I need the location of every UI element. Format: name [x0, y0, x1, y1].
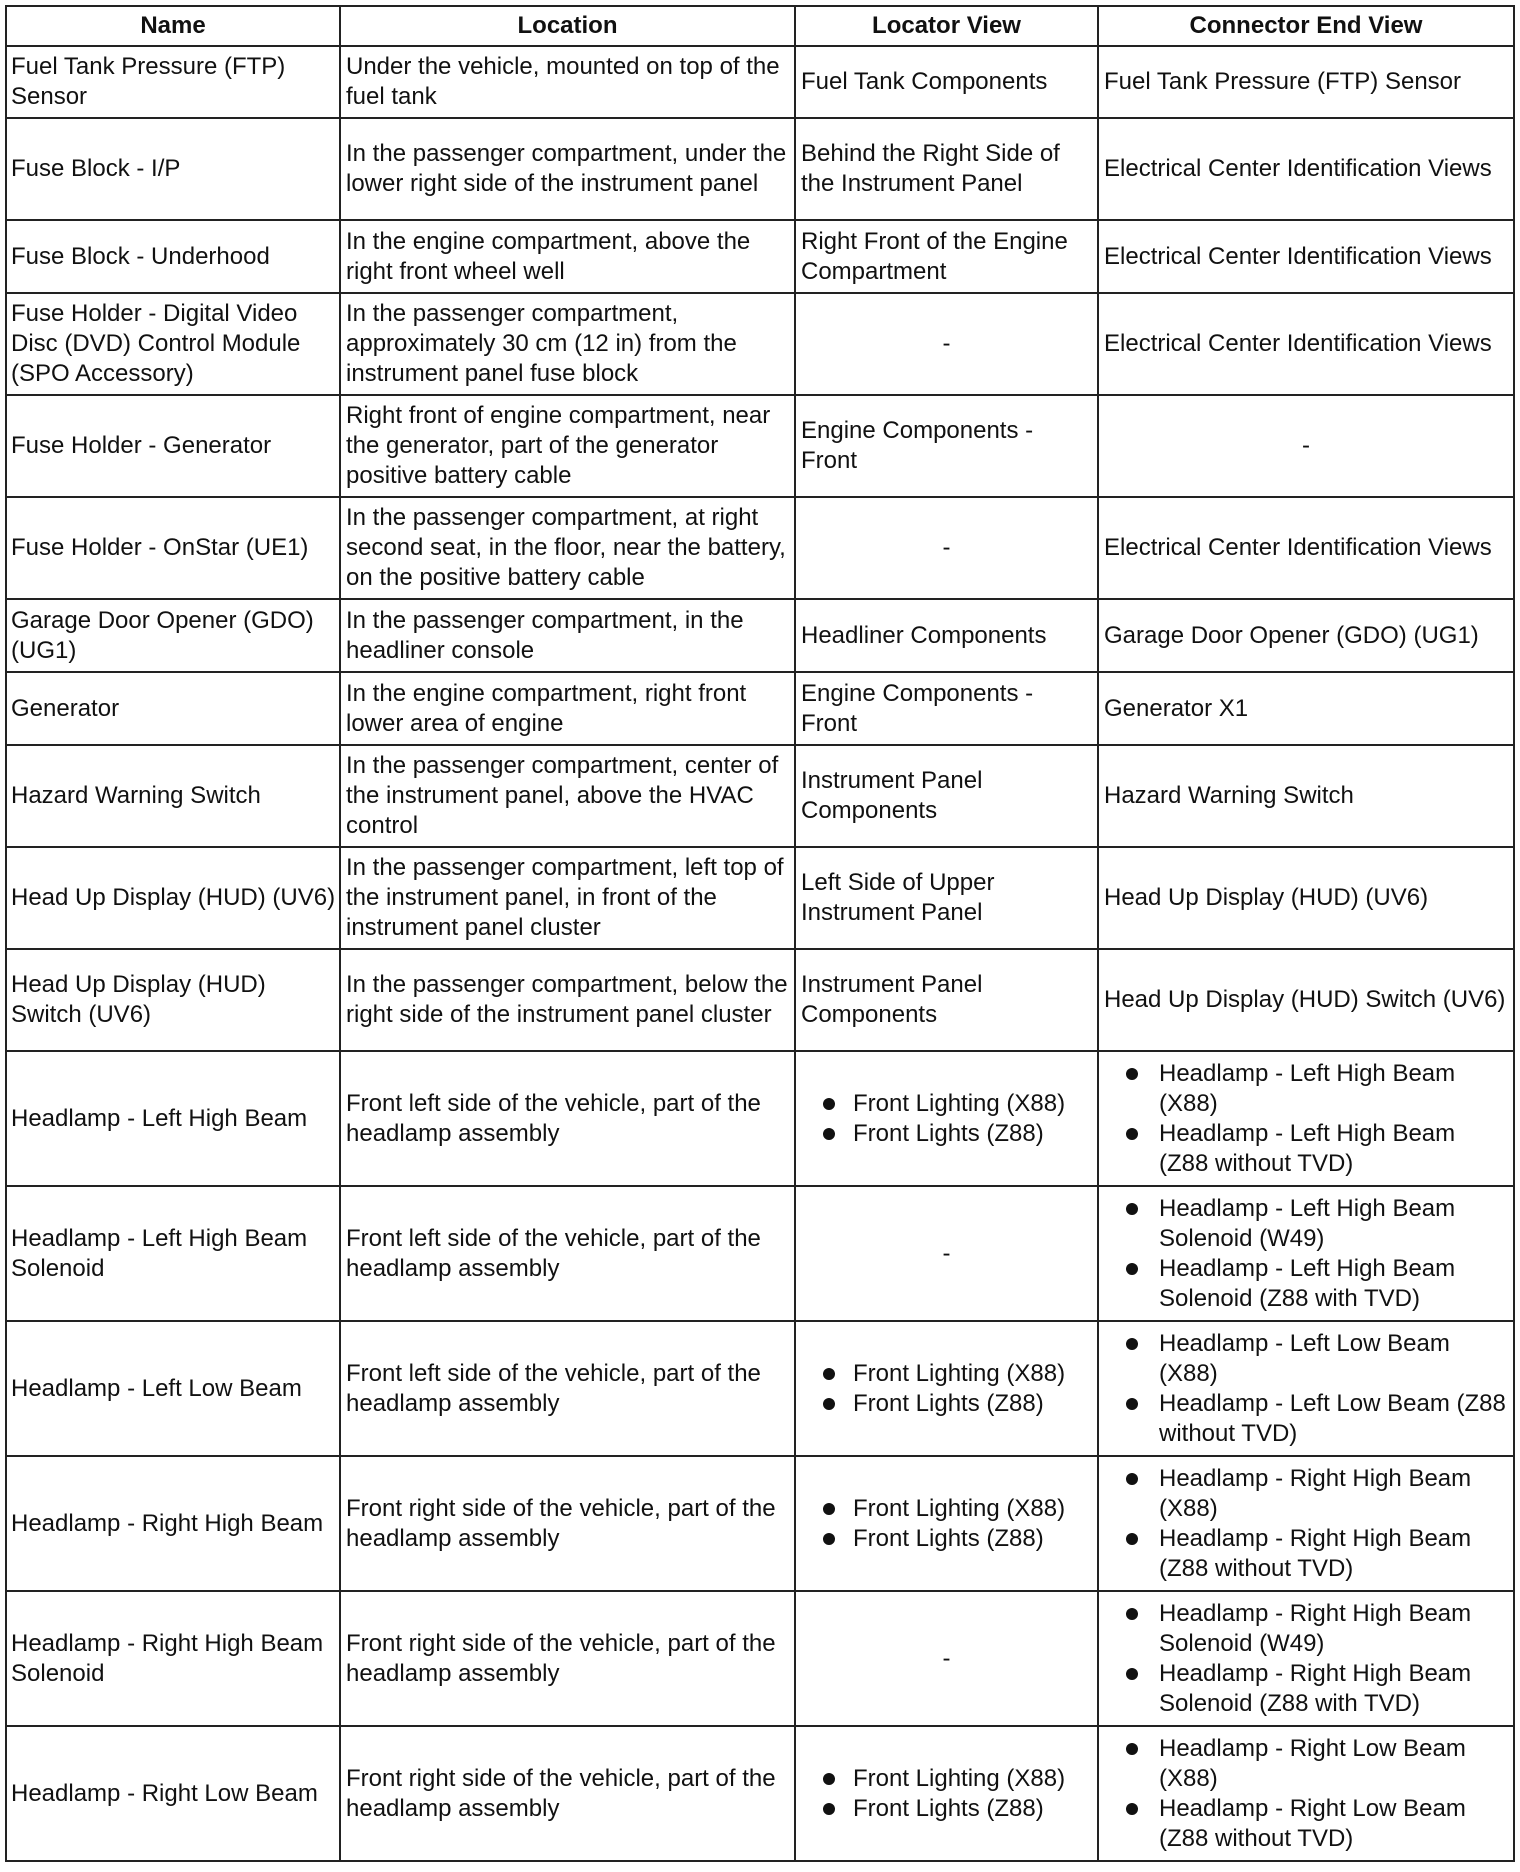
table-row	[6, 1321, 1514, 1456]
cell-locator-view: Behind the Right Side of the Instrument Panel	[795, 118, 1098, 220]
cell-name: Generator	[6, 672, 340, 745]
header-name: Name	[6, 6, 340, 46]
cell-location: In the passenger compartment, left top of the instrument panel, in front of the instrument panel cluster	[340, 847, 795, 949]
cell-location: In the passenger compartment, under the lower right side of the instrument panel	[340, 118, 795, 220]
bullet-item: Headlamp - Left High Beam Solenoid (W49)	[1104, 1194, 1508, 1254]
bullet-item: Headlamp - Right High Beam (X88)	[1104, 1464, 1508, 1524]
cell-name: Fuse Holder - Generator	[6, 395, 340, 497]
bullet-list	[1104, 1599, 1508, 1719]
cell-locator-view: -	[795, 293, 1098, 395]
cell-locator-view: Engine Components - Front	[795, 395, 1098, 497]
table-row	[6, 497, 1514, 599]
bullet-item: Headlamp - Left High Beam (Z88 without TVD)	[1104, 1119, 1508, 1179]
bullet-item: Headlamp - Right Low Beam (Z88 without TVD)	[1104, 1794, 1508, 1854]
cell-locator-view	[795, 1051, 1098, 1186]
table-row	[6, 1051, 1514, 1186]
table-row	[6, 599, 1514, 672]
cell-connector-end-view	[1098, 1456, 1514, 1591]
bullet-item: Front Lighting (X88)	[801, 1359, 1092, 1389]
cell-location: In the passenger compartment, below the right side of the instrument panel cluster	[340, 949, 795, 1051]
cell-location: Front left side of the vehicle, part of the headlamp assembly	[340, 1186, 795, 1321]
cell-name: Headlamp - Right High Beam	[6, 1456, 340, 1591]
cell-location: Front right side of the vehicle, part of the headlamp assembly	[340, 1591, 795, 1726]
cell-connector-end-view: Electrical Center Identification Views	[1098, 118, 1514, 220]
cell-locator-view: -	[795, 1186, 1098, 1321]
table-row	[6, 672, 1514, 745]
cell-location: Front right side of the vehicle, part of the headlamp assembly	[340, 1726, 795, 1861]
bullet-item: Headlamp - Left Low Beam (X88)	[1104, 1329, 1508, 1389]
cell-name: Hazard Warning Switch	[6, 745, 340, 847]
bullet-item: Front Lighting (X88)	[801, 1494, 1092, 1524]
bullet-list	[801, 1764, 1092, 1824]
cell-locator-view: -	[795, 1591, 1098, 1726]
table-row	[6, 949, 1514, 1051]
cell-locator-view: Engine Components - Front	[795, 672, 1098, 745]
bullet-list	[801, 1359, 1092, 1419]
cell-name: Garage Door Opener (GDO) (UG1)	[6, 599, 340, 672]
cell-location: In the engine compartment, right front lower area of engine	[340, 672, 795, 745]
cell-name: Headlamp - Left Low Beam	[6, 1321, 340, 1456]
cell-locator-view: Instrument Panel Components	[795, 745, 1098, 847]
cell-name: Fuse Holder - OnStar (UE1)	[6, 497, 340, 599]
bullet-item: Front Lights (Z88)	[801, 1389, 1092, 1419]
table-body	[6, 46, 1514, 1861]
cell-location: In the passenger compartment, center of the instrument panel, above the HVAC control	[340, 745, 795, 847]
cell-locator-view: Fuel Tank Components	[795, 46, 1098, 118]
bullet-list	[1104, 1734, 1508, 1854]
table-row	[6, 1186, 1514, 1321]
bullet-list	[1104, 1464, 1508, 1584]
cell-connector-end-view: Generator X1	[1098, 672, 1514, 745]
cell-name: Head Up Display (HUD) Switch (UV6)	[6, 949, 340, 1051]
table-row	[6, 395, 1514, 497]
cell-name: Head Up Display (HUD) (UV6)	[6, 847, 340, 949]
bullet-item: Headlamp - Right Low Beam (X88)	[1104, 1734, 1508, 1794]
bullet-list	[801, 1494, 1092, 1554]
bullet-item: Front Lights (Z88)	[801, 1119, 1092, 1149]
cell-location: In the passenger compartment, approximately 30 cm (12 in) from the instrument panel fuse block	[340, 293, 795, 395]
table-row	[6, 220, 1514, 293]
header-row	[6, 6, 1514, 46]
table-row	[6, 847, 1514, 949]
table-row	[6, 1591, 1514, 1726]
cell-connector-end-view: Electrical Center Identification Views	[1098, 497, 1514, 599]
bullet-list	[1104, 1059, 1508, 1179]
cell-connector-end-view: Garage Door Opener (GDO) (UG1)	[1098, 599, 1514, 672]
cell-name: Fuel Tank Pressure (FTP) Sensor	[6, 46, 340, 118]
cell-location: Front left side of the vehicle, part of the headlamp assembly	[340, 1051, 795, 1186]
bullet-list	[1104, 1194, 1508, 1314]
cell-connector-end-view	[1098, 1726, 1514, 1861]
cell-connector-end-view	[1098, 1591, 1514, 1726]
bullet-item: Headlamp - Left Low Beam (Z88 without TVD)	[1104, 1389, 1508, 1449]
cell-connector-end-view: -	[1098, 395, 1514, 497]
cell-name: Fuse Block - Underhood	[6, 220, 340, 293]
cell-location: Front right side of the vehicle, part of the headlamp assembly	[340, 1456, 795, 1591]
bullet-item: Headlamp - Left High Beam (X88)	[1104, 1059, 1508, 1119]
bullet-item: Headlamp - Left High Beam Solenoid (Z88 with TVD)	[1104, 1254, 1508, 1314]
table-row	[6, 745, 1514, 847]
bullet-item: Front Lighting (X88)	[801, 1764, 1092, 1794]
cell-name: Headlamp - Left High Beam	[6, 1051, 340, 1186]
cell-locator-view: Right Front of the Engine Compartment	[795, 220, 1098, 293]
cell-connector-end-view: Electrical Center Identification Views	[1098, 293, 1514, 395]
cell-name: Fuse Holder - Digital Video Disc (DVD) Control Module (SPO Accessory)	[6, 293, 340, 395]
cell-connector-end-view	[1098, 1051, 1514, 1186]
cell-location: In the passenger compartment, in the headliner console	[340, 599, 795, 672]
bullet-list	[801, 1089, 1092, 1149]
bullet-item: Headlamp - Right High Beam Solenoid (Z88 with TVD)	[1104, 1659, 1508, 1719]
cell-connector-end-view: Fuel Tank Pressure (FTP) Sensor	[1098, 46, 1514, 118]
table-row	[6, 1726, 1514, 1861]
cell-location: Front left side of the vehicle, part of the headlamp assembly	[340, 1321, 795, 1456]
cell-location: In the engine compartment, above the right front wheel well	[340, 220, 795, 293]
bullet-item: Headlamp - Right High Beam (Z88 without TVD)	[1104, 1524, 1508, 1584]
cell-location: In the passenger compartment, at right second seat, in the floor, near the battery, on the positive battery cable	[340, 497, 795, 599]
cell-name: Fuse Block - I/P	[6, 118, 340, 220]
cell-locator-view: Headliner Components	[795, 599, 1098, 672]
cell-locator-view	[795, 1456, 1098, 1591]
bullet-list	[1104, 1329, 1508, 1449]
header-locator-view: Locator View	[795, 6, 1098, 46]
table-row	[6, 293, 1514, 395]
bullet-item: Front Lights (Z88)	[801, 1794, 1092, 1824]
cell-locator-view: -	[795, 497, 1098, 599]
table-row	[6, 46, 1514, 118]
cell-connector-end-view: Head Up Display (HUD) (UV6)	[1098, 847, 1514, 949]
cell-connector-end-view: Head Up Display (HUD) Switch (UV6)	[1098, 949, 1514, 1051]
cell-locator-view: Left Side of Upper Instrument Panel	[795, 847, 1098, 949]
bullet-item: Headlamp - Right High Beam Solenoid (W49)	[1104, 1599, 1508, 1659]
bullet-item: Front Lights (Z88)	[801, 1524, 1092, 1554]
cell-locator-view	[795, 1726, 1098, 1861]
table-row	[6, 118, 1514, 220]
cell-name: Headlamp - Right Low Beam	[6, 1726, 340, 1861]
cell-locator-view: Instrument Panel Components	[795, 949, 1098, 1051]
cell-connector-end-view: Hazard Warning Switch	[1098, 745, 1514, 847]
header-location: Location	[340, 6, 795, 46]
cell-connector-end-view: Electrical Center Identification Views	[1098, 220, 1514, 293]
cell-connector-end-view	[1098, 1321, 1514, 1456]
header-connector-end-view: Connector End View	[1098, 6, 1514, 46]
component-locator-table	[5, 5, 1515, 1862]
bullet-item: Front Lighting (X88)	[801, 1089, 1092, 1119]
cell-locator-view	[795, 1321, 1098, 1456]
table-row	[6, 1456, 1514, 1591]
cell-location: Right front of engine compartment, near the generator, part of the generator positive battery cable	[340, 395, 795, 497]
cell-name: Headlamp - Left High Beam Solenoid	[6, 1186, 340, 1321]
cell-name: Headlamp - Right High Beam Solenoid	[6, 1591, 340, 1726]
cell-location: Under the vehicle, mounted on top of the fuel tank	[340, 46, 795, 118]
cell-connector-end-view	[1098, 1186, 1514, 1321]
